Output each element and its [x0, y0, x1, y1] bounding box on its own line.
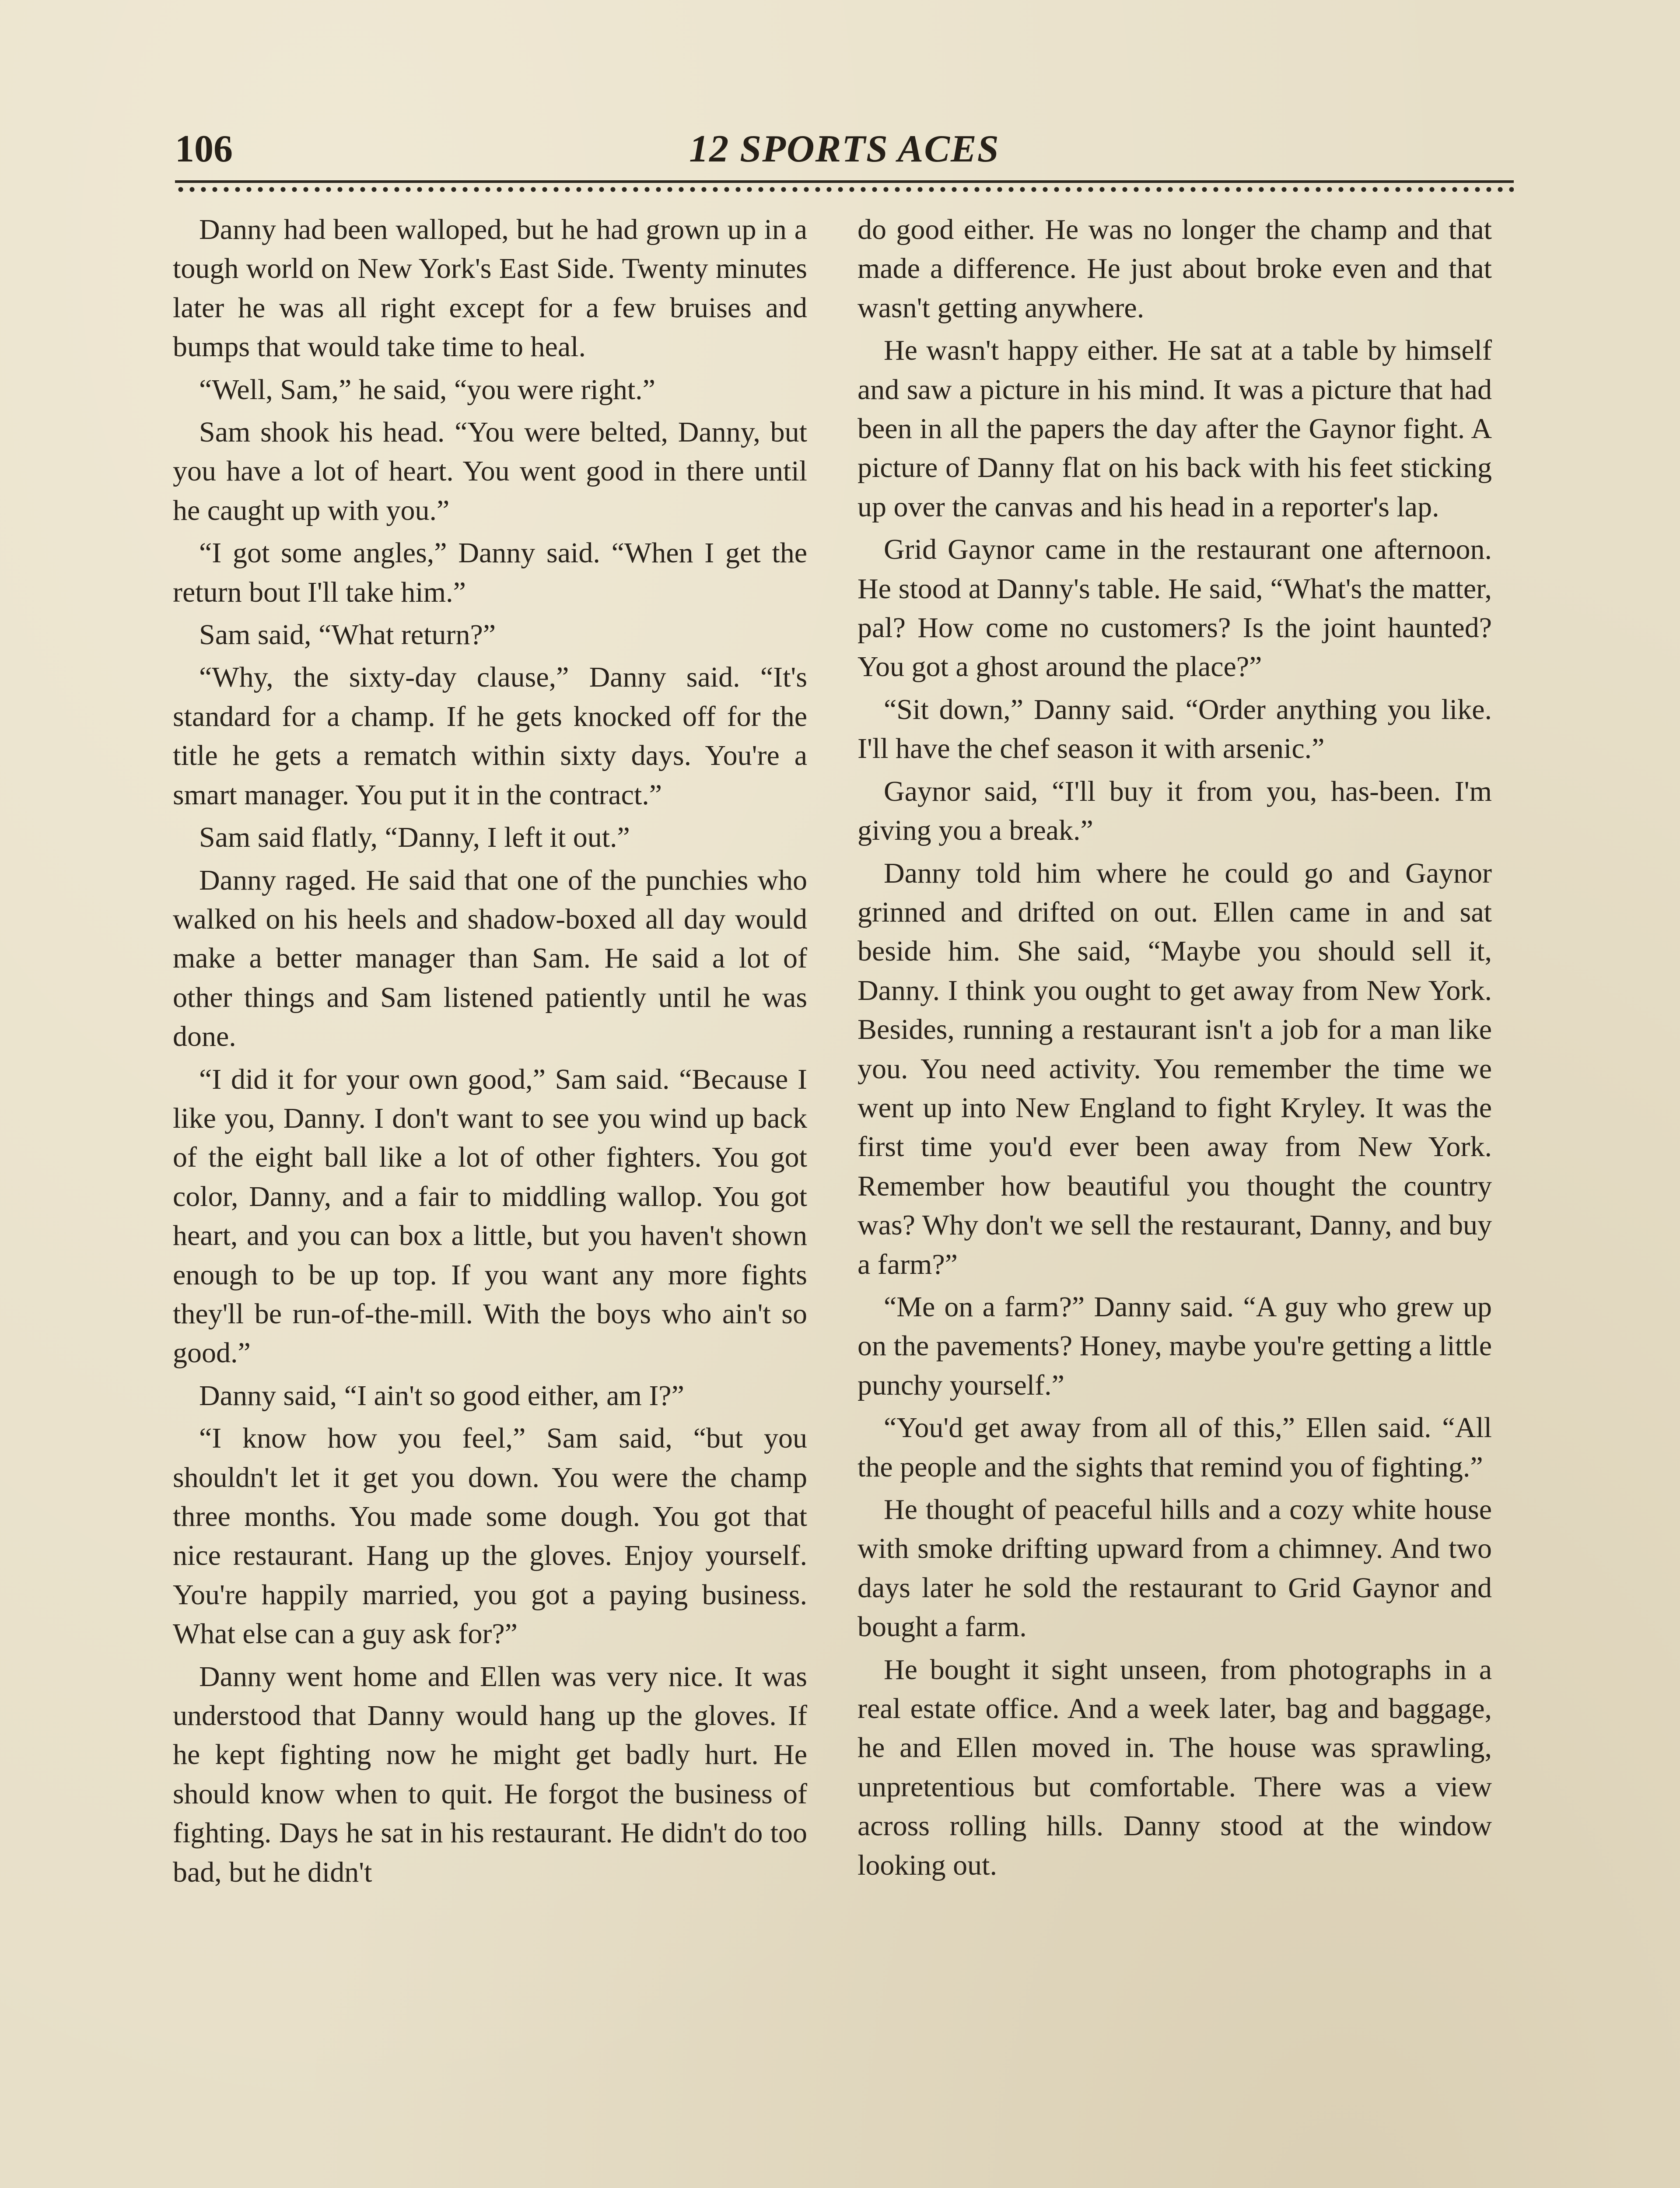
paragraph: “I know how you feel,” Sam said, “but you shouldn't let it get you down. You were the champ three months. You made some dough. You got that nice restaurant. Hang up the gloves. Enjoy yourself. You're happily married, you got a paying business. What else can a guy ask for?” — [173, 1422, 807, 1650]
paragraph: “You'd get away from all of this,” Ellen said. “All the people and the sights that remind you of fighting.” — [858, 1412, 1492, 1483]
paragraph: Gaynor said, “I'll buy it from you, has-been. I'm giving you a break.” — [858, 775, 1492, 847]
paragraph: “I did it for your own good,” Sam said. “Because I like you, Danny. I don't want to see you wind up back of the eight ball like a lot of other fighters. You got color, Danny, and a fair to middling wallop. You got heart, and you can box a little, but you haven't shown enough to be up top. If you want any more fights they'll be run-of-the-mill. With the boys who ain't so good.” — [173, 1063, 807, 1369]
paragraph: Grid Gaynor came in the restaurant one afternoon. He stood at Danny's table. He said, “What's the matter, pal? How come no customers? Is the joint haunted? You got a ghost around the place?” — [858, 533, 1492, 683]
paragraph: Danny had been walloped, but he had grown up in a tough world on New York's East Side. Twenty minutes later he was all right except for a few bruises and bumps that would take time to heal. — [173, 214, 807, 363]
paragraph: “Well, Sam,” he said, “you were right.” — [199, 373, 655, 406]
paragraph: He thought of peaceful hills and a cozy white house with smoke drifting upward from a chimney. And two days later he sold the restaurant to Grid Gaynor and bought a farm. — [858, 1494, 1492, 1643]
running-title: 12 SPORTS ACES — [689, 128, 1000, 170]
page-number: 106 — [175, 128, 233, 170]
paragraph: He bought it sight unseen, from photographs in a real estate office. And a week later, bag and baggage, he and Ellen moved in. The house was sprawling, unpretentious but comfortable. There was a view across rolling hills. Danny stood at the window looking out. — [858, 1653, 1492, 1881]
paragraph: do good either. He was no longer the champ and that made a difference. He just about broke even and that wasn't getting anywhere. — [858, 214, 1492, 324]
page-header — [175, 118, 1514, 179]
paragraph: Danny said, “I ain't so good either, am I?” — [199, 1379, 684, 1412]
left-text-column — [173, 210, 807, 1895]
paragraph: “Sit down,” Danny said. “Order anything you like. I'll have the chef season it with arsenic.” — [858, 693, 1492, 765]
paragraph: Sam said, “What return?” — [199, 619, 496, 651]
paragraph: “Why, the sixty-day clause,” Danny said. “It's standard for a champ. If he gets knocked off for the title he gets a rematch within sixty days. You're a smart manager. You put it in the contract.” — [173, 661, 807, 811]
paragraph: “I got some angles,” Danny said. “When I get the return bout I'll take him.” — [173, 537, 807, 608]
paragraph: Danny told him where he could go and Gaynor grinned and drifted on out. Ellen came in and sat beside him. She said, “Maybe you should sell it, Danny. I think you ought to get away from New York. Besides, running a restaurant isn't a job for a man like you. You need activity. You remember the time we went up into New England to fight Kryley. It was the first time you'd ever been away from New York. Remember how beautiful you thought the country was? Why don't we sell the restaurant, Danny, and buy a farm?” — [858, 857, 1492, 1280]
paragraph: Danny went home and Ellen was very nice. It was understood that Danny would hang up the gloves. If he kept fighting now he might get badly hurt. He should know when to quit. He forgot the business of fighting. Days he sat in his restaurant. He didn't do too bad, but he didn't — [173, 1660, 807, 1888]
paragraph: He wasn't happy either. He sat at a table by himself and saw a picture in his mind. It was a picture that had been in all the papers the day after the Gaynor fight. A picture of Danny flat on his back with his feet sticking up over the canvas and his head in a reporter's lap. — [858, 334, 1492, 523]
paragraph: Danny raged. He said that one of the punchies who walked on his heels and shadow-boxed all day would make a better manager than Sam. He said a lot of other things and Sam listened patiently until he was done. — [173, 864, 807, 1053]
paragraph: Sam shook his head. “You were belted, Danny, but you have a lot of heart. You went good in there until he caught up with you.” — [173, 416, 807, 526]
right-text-column — [858, 210, 1492, 1888]
dotted-header-rule — [175, 180, 1514, 193]
paragraph: “Me on a farm?” Danny said. “A guy who grew up on the pavements? Honey, maybe you're getting a little punchy yourself.” — [858, 1290, 1492, 1401]
paragraph: Sam said flatly, “Danny, I left it out.” — [199, 821, 630, 854]
